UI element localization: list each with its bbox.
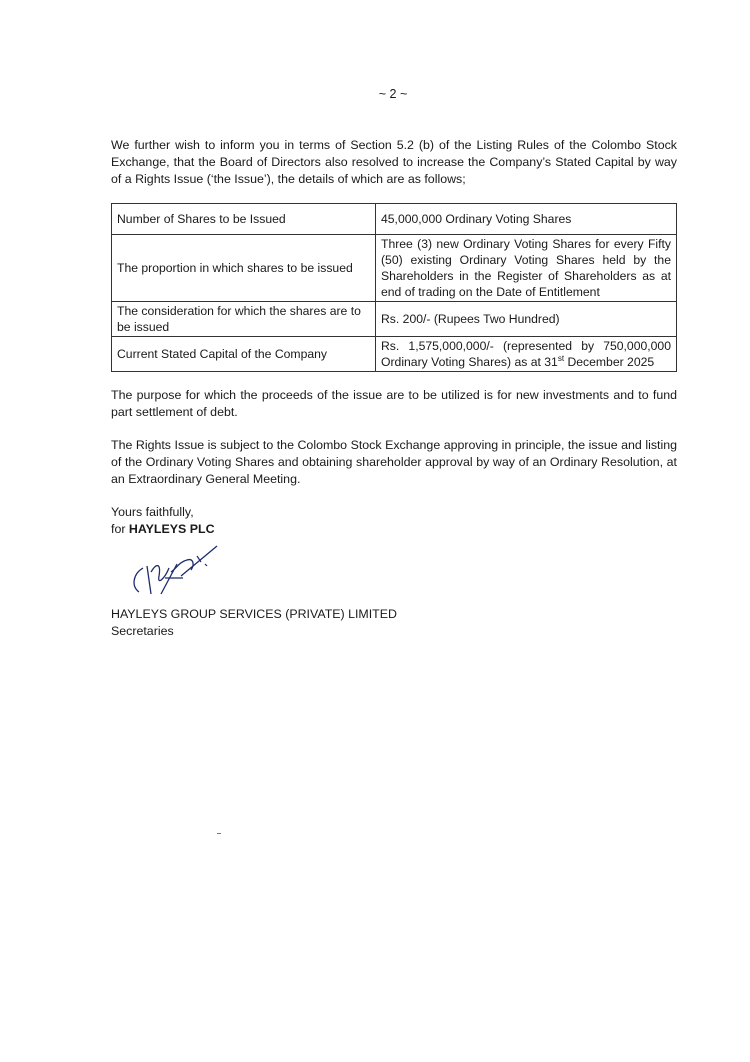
purpose-paragraph: The purpose for which the proceeds of the issue are to be utilized is for new investments and to fund part settlement of debt. [111, 388, 677, 419]
table-row [112, 235, 677, 302]
intro-paragraph: We further wish to inform you in terms of Section 5.2 (b) of the Listing Rules of the Colombo Stock Exchange, that the Board of Directors also resolved to increase the Company’s Stated Capital by way of a Rights Issue (‘the Issue’), the details of which are as follows; [111, 138, 677, 186]
condition-paragraph: The Rights Issue is subject to the Colombo Stock Exchange approving in principle, the issue and listing of the Ordinary Voting Shares and obtaining shareholder approval by way of an Ordinary Resolution, at an Extraordinary General Meeting. [111, 438, 677, 486]
row-label: The proportion in which shares to be issued [112, 235, 376, 302]
signature-image [121, 542, 221, 600]
table-row [112, 302, 677, 337]
letter-body [111, 137, 677, 640]
rights-issue-details-table [111, 203, 677, 372]
for-company-line [111, 521, 677, 538]
page-number: ~ 2 ~ [378, 87, 408, 101]
scan-mark [217, 833, 221, 834]
for-prefix: for [111, 522, 129, 536]
signatory-title: Secretaries [111, 624, 174, 638]
row-label: Current Stated Capital of the Company [112, 337, 376, 372]
row-label: Number of Shares to be Issued [112, 204, 376, 235]
row-value: Three (3) new Ordinary Voting Shares for every Fifty (50) existing Ordinary Voting Shares held by the Shareholders in the Register of Shareholders as at end of trading on the Date of Entitlement [376, 235, 677, 302]
salutation: Yours faithfully, [111, 505, 194, 519]
company-name: HAYLEYS PLC [128, 522, 215, 536]
stated-capital-text: Rs. 1,575,000,000/- (represented by 750,000,000 Ordinary Voting Shares) as at 31 [381, 339, 671, 369]
closing-block [111, 504, 677, 640]
row-value [376, 337, 677, 372]
table-row [112, 204, 677, 235]
row-value: 45,000,000 Ordinary Voting Shares [376, 204, 677, 235]
signatory-name: HAYLEYS GROUP SERVICES (PRIVATE) LIMITED [111, 607, 397, 621]
table-row [112, 337, 677, 372]
stated-capital-date: December 2025 [564, 355, 655, 369]
row-value: Rs. 200/- (Rupees Two Hundred) [376, 302, 677, 337]
row-label: The consideration for which the shares are to be issued [112, 302, 376, 337]
ordinal-suffix: st [557, 353, 565, 363]
